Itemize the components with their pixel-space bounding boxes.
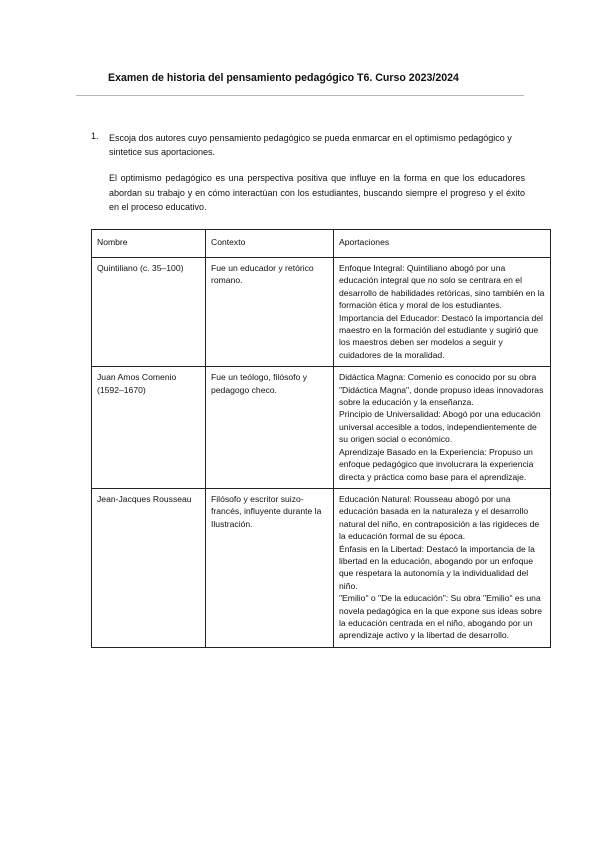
aportacion-item: Principio de Universalidad: Abogó por una educación universal accesible a todos, independientemente de su origen social o económico. — [339, 409, 541, 445]
aportacion-item: Aprendizaje Basado en la Experiencia: Propuso un enfoque pedagógico que involucrara la experiencia directa y práctica como base para el aprendizaje. — [339, 446, 534, 482]
header-contexto: Contexto — [206, 230, 334, 258]
cell-contexto: Filósofo y escritor suizo-francés, influyente durante la Ilustración. — [206, 488, 334, 647]
cell-nombre: Jean-Jacques Rousseau — [92, 488, 206, 647]
question-number: 1. — [91, 131, 99, 141]
header-nombre: Nombre — [92, 230, 206, 258]
table-header-row — [92, 230, 551, 258]
page-title: Examen de historia del pensamiento pedagógico T6. Curso 2023/2024 — [108, 72, 459, 84]
cell-nombre: Quintiliano (c. 35–100) — [92, 258, 206, 367]
header-aportaciones: Aportaciones — [334, 230, 551, 258]
authors-table — [91, 229, 551, 648]
question-text: Escoja dos autores cuyo pensamiento pedagógico se pueda enmarcar en el optimismo pedagógico y sintetice sus aportaciones. — [109, 133, 512, 157]
cell-aportaciones — [334, 367, 551, 489]
table-row — [92, 488, 551, 647]
cell-aportaciones — [334, 488, 551, 647]
cell-nombre: Juan Amos Comenio (1592–1670) — [92, 367, 206, 489]
cell-aportaciones — [334, 258, 551, 367]
cell-contexto: Fue un educador y retórico romano. — [206, 258, 334, 367]
aportacion-item: Enfoque Integral: Quintiliano abogó por una educación integral que no solo se centrara en el desarrollo de habilidades retóricas, sino también en la formación ética y moral de los estudiantes. — [339, 263, 545, 311]
aportacion-item: Énfasis en la Libertad: Destacó la importancia de la libertad en la educación, abogando por un enfoque que respetara la autonomía y la individualidad del niño. — [339, 543, 535, 591]
table-row — [92, 367, 551, 489]
aportacion-item: Didáctica Magna: Comenio es conocido por su obra "Didáctica Magna", donde propuso ideas innovadoras sobre la educación y la enseñanza. — [339, 372, 544, 408]
cell-contexto: Fue un teólogo, filósofo y pedagogo checo. — [206, 367, 334, 489]
title-divider — [76, 95, 524, 96]
aportacion-item: Educación Natural: Rousseau abogó por una educación basada en la naturaleza y el desarrollo natural del niño, en contraposición a las rigideces de la educación formal de su época. — [339, 493, 540, 542]
intro-paragraph: El optimismo pedagógico es una perspectiva positiva que influye en la forma en que los educadores abordan su trabajo y en cómo interactúan con los estudiantes, buscando siempre el progreso y el éxito en el proceso educativo. — [109, 173, 525, 212]
table-row — [92, 258, 551, 367]
aportacion-item: Importancia del Educador: Destacó la importancia del maestro en la formación del estudiante y sugirió que los maestros deben ser modelos a seguir y cuidadores de la moralidad. — [339, 312, 543, 360]
aportacion-item: "Emilio" o "De la educación": Su obra "Emilio" es una novela pedagógica en la que expone sus ideas sobre la educación centrada en el niño, abogando por un aprendizaje activo y la libertad de desarrollo. — [339, 593, 543, 641]
